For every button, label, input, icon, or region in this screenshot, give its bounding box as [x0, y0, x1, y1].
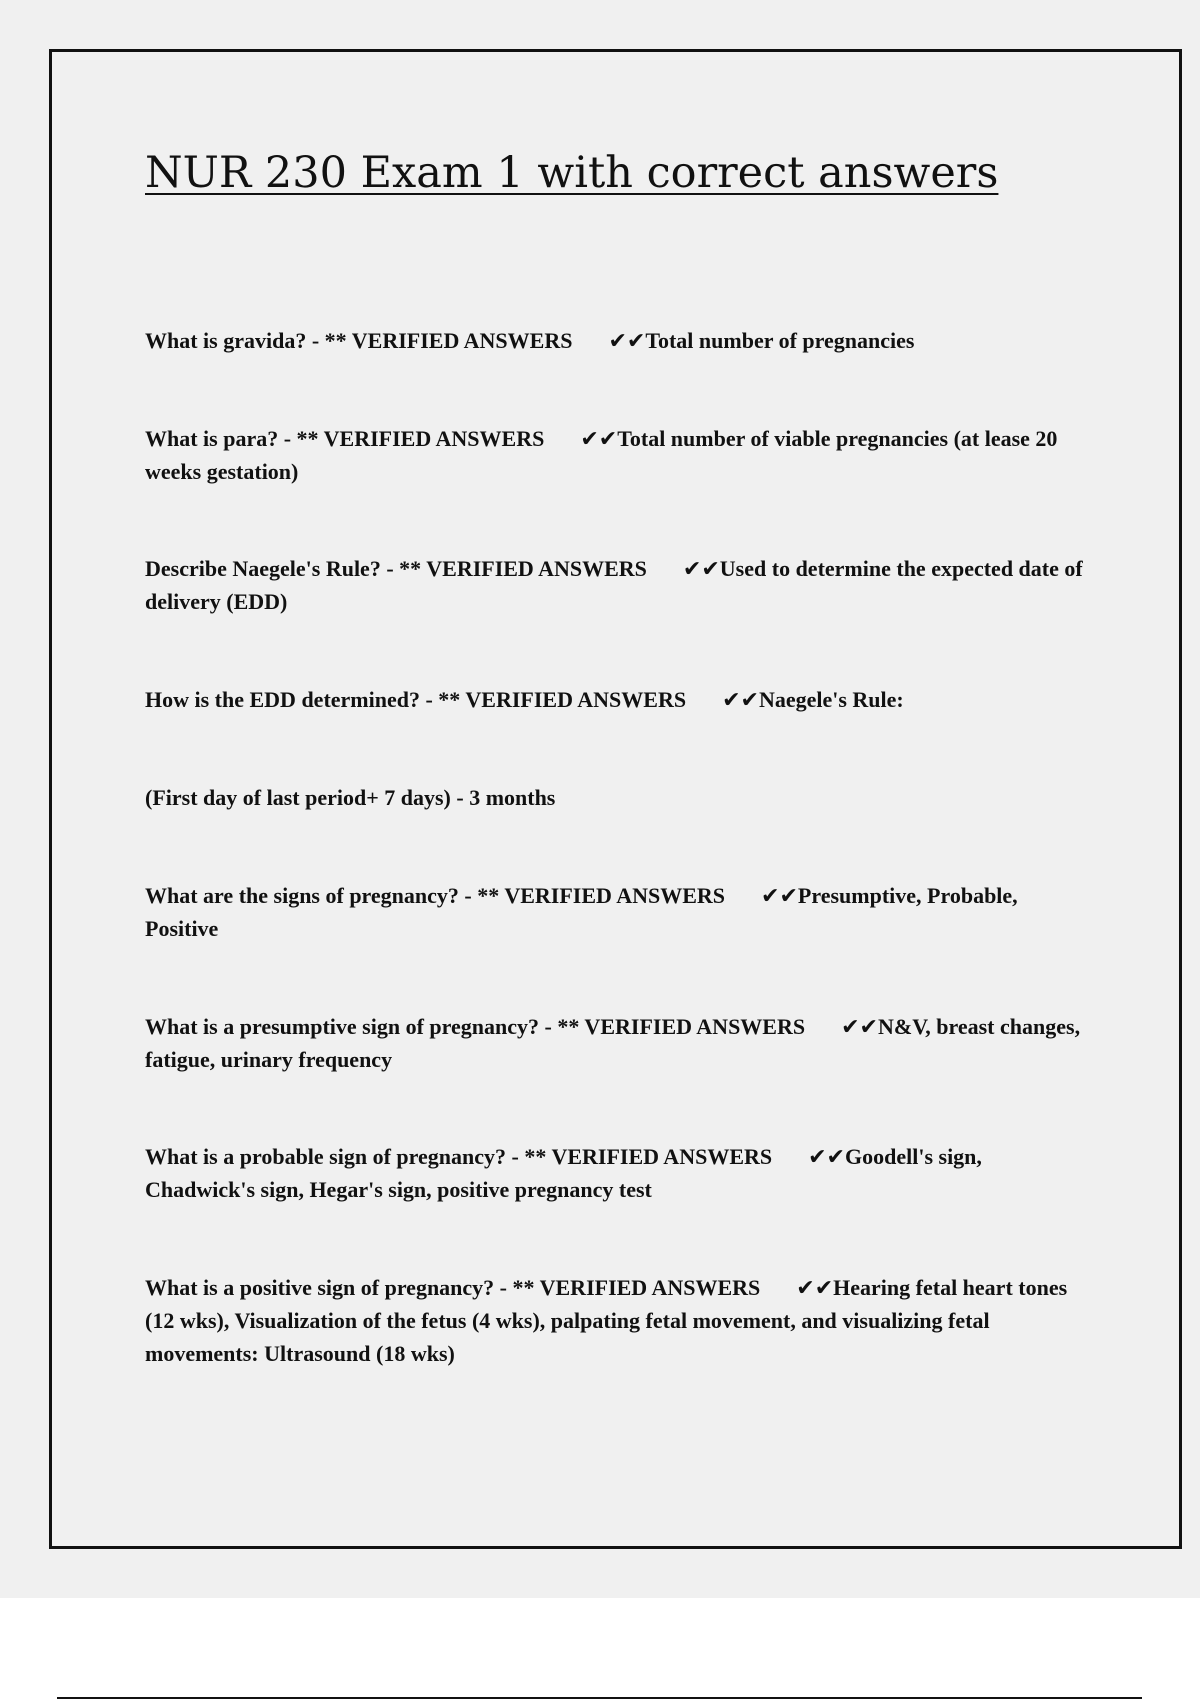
edd-formula: (First day of last period+ 7 days) - 3 months — [145, 785, 556, 810]
check-mark-icon: ✔✔ — [608, 328, 646, 353]
check-mark-icon: ✔✔ — [722, 687, 759, 712]
question-text: What is a probable sign of pregnancy? - ** VERIFIED ANSWERS — [145, 1144, 773, 1169]
qa-item-presumptive — [145, 1010, 1095, 1076]
check-mark-icon: ✔✔ — [808, 1144, 845, 1169]
answer-text: Hearing fetal heart tones (12 wks), Visualization of the fetus (4 wks), palpating fetal movement, and visualizing fetal movements: Ultrasound (18 wks) — [145, 1275, 1068, 1366]
qa-item-probable — [145, 1140, 1095, 1206]
answer-text: N&V, breast changes, fatigue, urinary frequency — [145, 1014, 1081, 1072]
qa-item-para — [145, 422, 1095, 488]
check-mark-icon: ✔✔ — [796, 1275, 834, 1300]
answer-text: Used to determine the expected date of delivery (EDD) — [145, 556, 1083, 614]
check-mark-icon: ✔✔ — [761, 883, 798, 908]
document-title: NUR 230 Exam 1 with correct answers — [145, 148, 999, 198]
qa-item-edd — [145, 683, 1095, 716]
answer-text: Goodell's sign, Chadwick's sign, Hegar's sign, positive pregnancy test — [145, 1144, 982, 1202]
answer-text: Naegele's Rule: — [758, 687, 904, 712]
question-text: What are the signs of pregnancy? - ** VERIFIED ANSWERS — [145, 883, 726, 908]
qa-item-signs — [145, 879, 1095, 945]
check-mark-icon: ✔✔ — [682, 556, 720, 581]
qa-item-positive — [145, 1271, 1095, 1370]
check-mark-icon: ✔✔ — [841, 1014, 878, 1039]
answer-text: Total number of pregnancies — [645, 328, 915, 353]
check-mark-icon: ✔✔ — [580, 426, 618, 451]
bottom-divider — [57, 1697, 1142, 1699]
question-text: Describe Naegele's Rule? - ** VERIFIED ANSWERS — [145, 556, 647, 581]
question-text: What is gravida? - ** VERIFIED ANSWERS — [145, 328, 573, 353]
qa-item-gravida — [145, 324, 1095, 357]
answer-text: Total number of viable pregnancies (at lease 20 weeks gestation) — [145, 426, 1058, 484]
question-text: How is the EDD determined? - ** VERIFIED ANSWERS — [145, 687, 687, 712]
answer-text: Presumptive, Probable, Positive — [145, 883, 1018, 941]
question-text: What is a presumptive sign of pregnancy? - ** VERIFIED ANSWERS — [145, 1014, 806, 1039]
qa-item-naegeles-rule — [145, 552, 1095, 618]
question-text: What is para? - ** VERIFIED ANSWERS — [145, 426, 545, 451]
question-text: What is a positive sign of pregnancy? - ** VERIFIED ANSWERS — [145, 1275, 761, 1300]
